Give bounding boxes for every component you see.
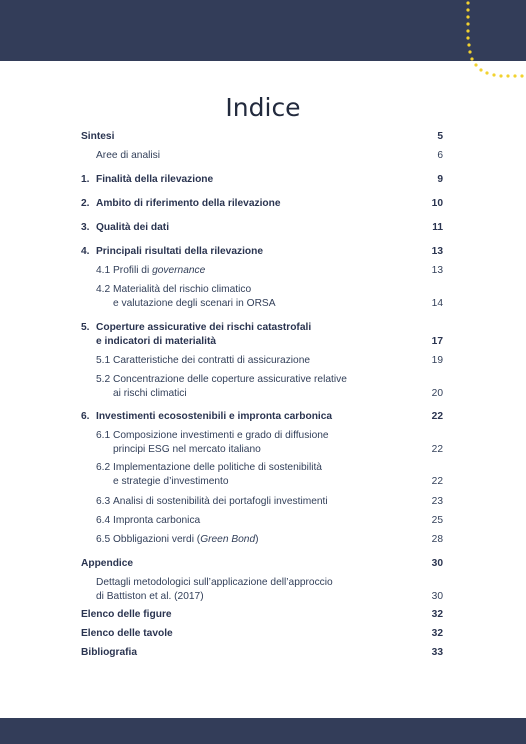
toc-entry-6-2[interactable]: 6.2 Implementazione delle politiche di sostenibilità e strategie d’investimento 22 [96,462,443,487]
page-title: Indice [225,92,301,122]
toc-entry-6-1[interactable]: 6.1 Composizione investimenti e grado di diffusione principi ESG nel mercato italiano 22 [96,430,443,455]
footer-band [0,718,526,744]
table-of-contents: Sintesi 5 Aree di analisi 6 1. Finalità della rilevazione 9 2. Ambito di riferimento della rilevazione 10 3. Qualità dei dati 11 4. Principali risultati della rilevazione 13 4.1 Profili di governance 13 4.2 Materialità del rischio climatico e valutazione degli scenari in ORSA 14 5. Coperture assicurative dei rischi catastrofali e indicatori di materialità 17 5.1 Caratteristiche dei contratti di assicurazione 19 5.2 Concentrazione delle coperture assicurative relative ai rischi climatici 20 6. Investimenti ecosostenibili e impronta carbonica 22 6.1 Composizione investimenti e grado di diffusione principi ESG nel mercato italiano 22 6.2 Implementazione delle politiche di sostenibilità e strategie d’investimento 22 6.3 Analisi di sostenibilità dei portafogli investimenti 23 6.4 Impronta carbonica 25 6.5 Obbligazioni verdi (Green Bond) 28 Appendice 30 Dettagli metodologici sull’applicazione dell’approccio di Battiston et al. (2017) 30 Elenco delle figure 32 Elenco delle tavole 32 Bibliografia 33 [81,131,443,658]
toc-entry-5-2[interactable]: 5.2 Concentrazione delle coperture assicurative relative ai rischi climatici 20 [96,374,443,399]
toc-entry-4-2[interactable]: 4.2 Materialità del rischio climatico e valutazione degli scenari in ORSA 14 [96,284,443,309]
toc-entry-dettagli[interactable]: Dettagli metodologici sull’applicazione dell’approccio di Battiston et al. (2017) 30 [96,577,443,602]
toc-entry-5[interactable]: 5. Coperture assicurative dei rischi catastrofali e indicatori di materialità 17 [81,322,443,347]
